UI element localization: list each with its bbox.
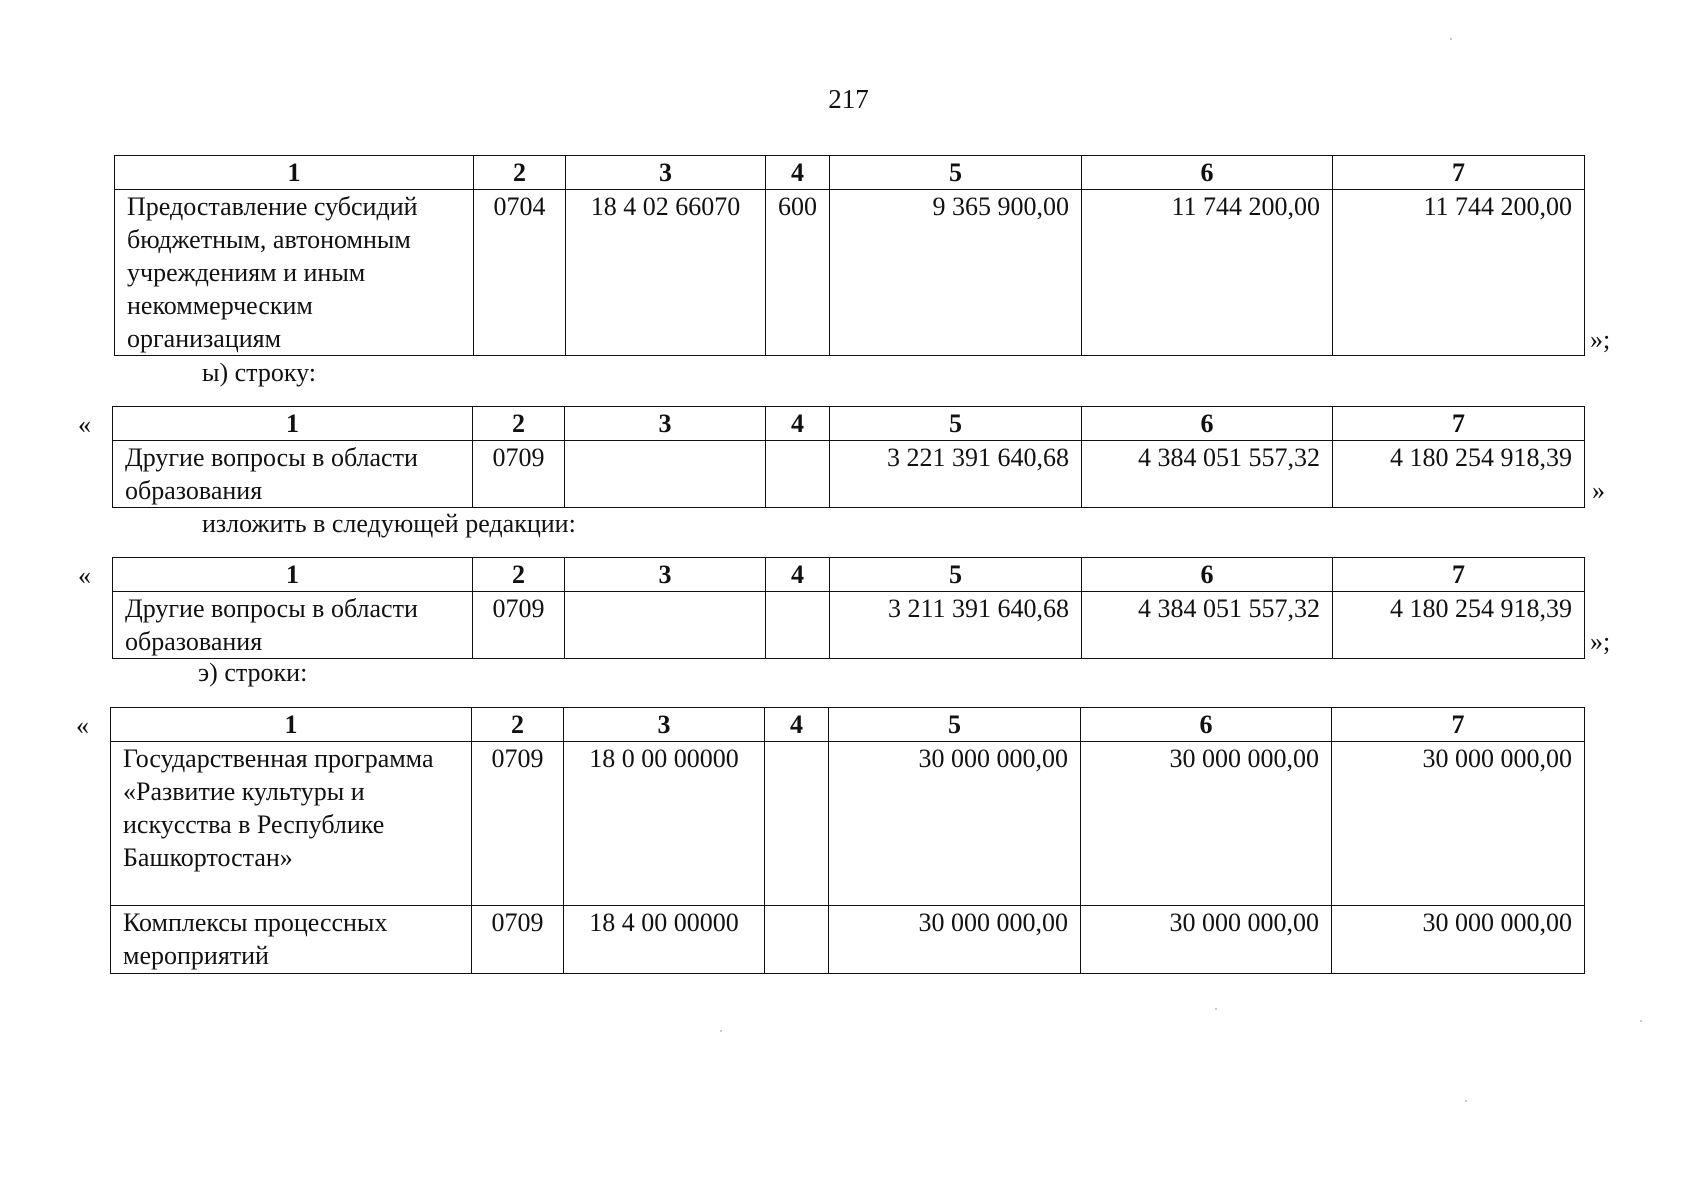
column-header: 6: [1082, 558, 1333, 592]
scan-speck: [720, 1030, 722, 1032]
column-header: 3: [566, 156, 766, 190]
column-header: 3: [565, 558, 766, 592]
amount-col6: 30 000 000,00: [1081, 742, 1332, 906]
column-header: 3: [564, 708, 765, 742]
instruction-text: ы) строку:: [202, 358, 316, 387]
row-name: Другие вопросы в области образования: [113, 441, 473, 508]
column-header: 6: [1081, 708, 1332, 742]
page-number: 217: [828, 84, 869, 114]
section-code: 0709: [472, 742, 564, 906]
budget-table-3: [112, 557, 1585, 659]
column-header: 5: [830, 407, 1082, 441]
closing-quote: »;: [1590, 627, 1611, 656]
closing-quote: »: [1592, 476, 1605, 505]
section-code: 0709: [473, 441, 565, 508]
column-header: 6: [1082, 156, 1333, 190]
column-header: 7: [1333, 156, 1585, 190]
column-header: 3: [565, 407, 766, 441]
amount-col6: 30 000 000,00: [1081, 906, 1332, 974]
column-header: 4: [765, 708, 829, 742]
target-code: [565, 441, 766, 508]
table-header-row: [115, 156, 1585, 190]
table-header-row: [111, 708, 1585, 742]
column-header: 5: [830, 156, 1082, 190]
column-header: 6: [1082, 407, 1333, 441]
amount-col5: 9 365 900,00: [830, 190, 1082, 356]
amount-col7: 30 000 000,00: [1332, 906, 1585, 974]
amount-col7: 30 000 000,00: [1332, 742, 1585, 906]
table-row: [115, 190, 1585, 356]
target-code: [565, 592, 766, 659]
amount-col6: 11 744 200,00: [1082, 190, 1333, 356]
amount-col5: 30 000 000,00: [829, 742, 1081, 906]
closing-quote: »;: [1590, 325, 1611, 354]
column-header: 5: [830, 558, 1082, 592]
scan-speck: [1465, 1100, 1467, 1102]
column-header: 1: [113, 407, 473, 441]
expense-type: [766, 592, 830, 659]
amount-col7: 11 744 200,00: [1333, 190, 1585, 356]
opening-quote: «: [76, 711, 89, 740]
column-header: 2: [474, 156, 566, 190]
target-code: 18 4 00 00000: [564, 906, 765, 974]
amount-col7: 4 180 254 918,39: [1333, 441, 1585, 508]
amount-col6: 4 384 051 557,32: [1082, 441, 1333, 508]
scan-speck: [1450, 38, 1452, 40]
target-code: 18 0 00 00000: [564, 742, 765, 906]
amount-col7: 4 180 254 918,39: [1333, 592, 1585, 659]
column-header: 4: [766, 558, 830, 592]
instruction-text: изложить в следующей редакции:: [202, 509, 576, 538]
table-row: [111, 742, 1585, 906]
row-name: Другие вопросы в области образования: [113, 592, 473, 659]
table-row: [111, 906, 1585, 974]
table-header-row: [113, 558, 1585, 592]
budget-table-2: [112, 406, 1585, 508]
expense-type: 600: [766, 190, 830, 356]
amount-col6: 4 384 051 557,32: [1082, 592, 1333, 659]
amount-col5: 3 211 391 640,68: [830, 592, 1082, 659]
column-header: 4: [766, 156, 830, 190]
section-code: 0709: [472, 906, 564, 974]
row-name: Комплексы процессных мероприятий: [111, 906, 472, 974]
column-header: 2: [472, 708, 564, 742]
expense-type: [765, 906, 829, 974]
column-header: 7: [1333, 407, 1585, 441]
expense-type: [765, 742, 829, 906]
budget-table-4: [110, 707, 1585, 974]
table-header-row: [113, 407, 1585, 441]
table-row: [113, 592, 1585, 659]
amount-col5: 3 221 391 640,68: [830, 441, 1082, 508]
column-header: 4: [766, 407, 830, 441]
column-header: 7: [1332, 708, 1585, 742]
opening-quote: «: [78, 410, 91, 439]
column-header: 2: [473, 407, 565, 441]
opening-quote: «: [78, 561, 91, 590]
scan-speck: [1640, 1020, 1642, 1022]
target-code: 18 4 02 66070: [566, 190, 766, 356]
instruction-text: э) строки:: [198, 658, 308, 687]
column-header: 1: [115, 156, 474, 190]
section-code: 0704: [474, 190, 566, 356]
column-header: 1: [113, 558, 473, 592]
column-header: 1: [111, 708, 472, 742]
table-row: [113, 441, 1585, 508]
row-name: Предоставление субсидий бюджетным, автономным учреждениям и иным некоммерческим организациям: [115, 190, 474, 356]
section-code: 0709: [473, 592, 565, 659]
amount-col5: 30 000 000,00: [829, 906, 1081, 974]
expense-type: [766, 441, 830, 508]
budget-table-1: [114, 155, 1585, 356]
column-header: 7: [1333, 558, 1585, 592]
column-header: 2: [473, 558, 565, 592]
column-header: 5: [829, 708, 1081, 742]
row-name: Государственная программа «Развитие культуры и искусства в Республике Башкортостан»: [111, 742, 472, 906]
scan-speck: [1215, 1008, 1217, 1010]
